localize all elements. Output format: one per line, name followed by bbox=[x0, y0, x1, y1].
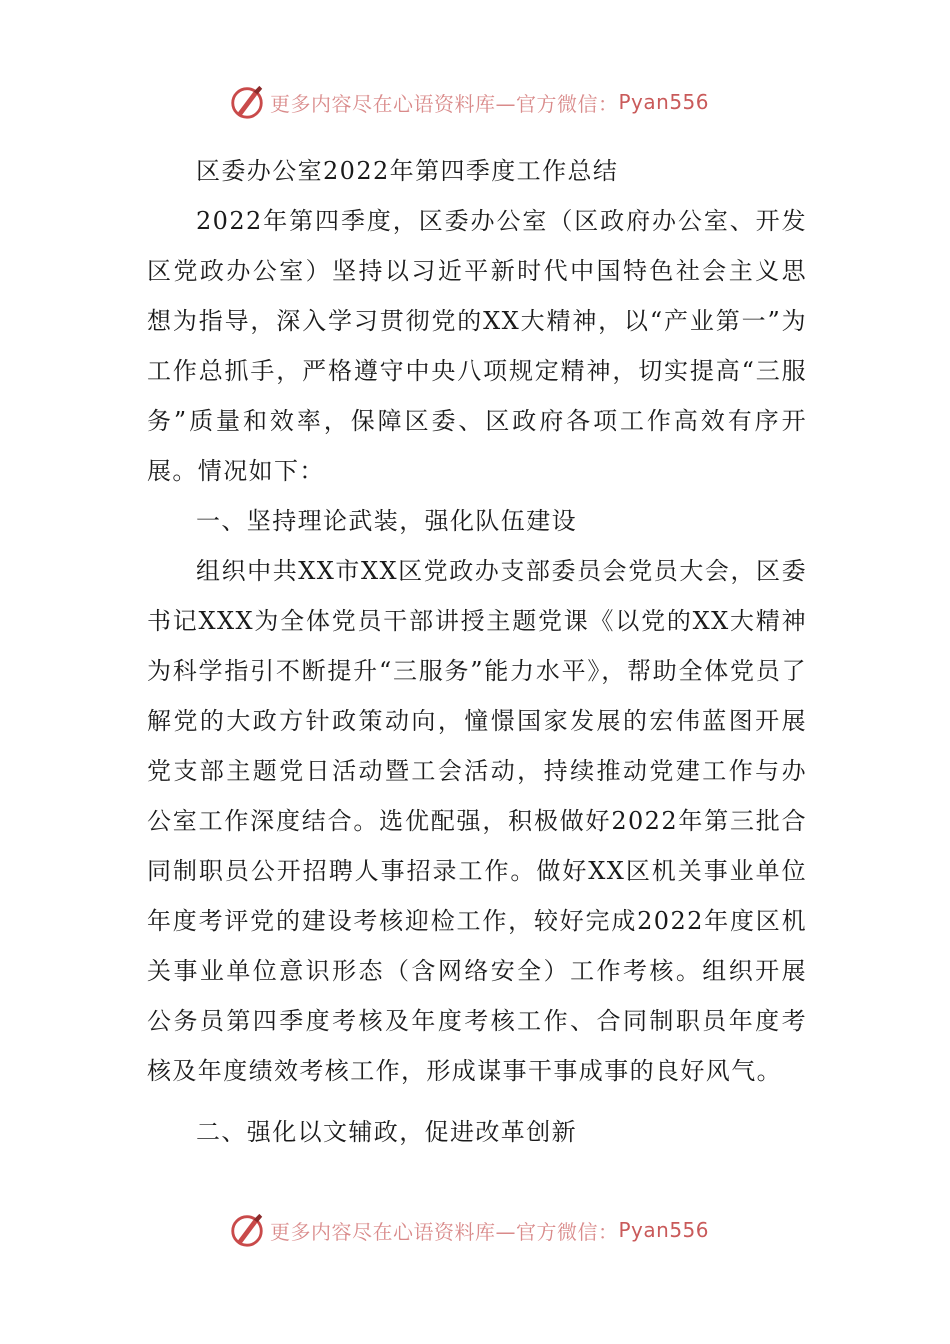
watermark-text: 更多内容尽在心语资料库—官方微信： bbox=[270, 1219, 619, 1244]
watermark-banner-bottom bbox=[228, 1210, 748, 1250]
document-body bbox=[147, 146, 807, 1157]
watermark-wechat-id: Pyan556 bbox=[618, 1218, 710, 1242]
intro-paragraph: 2022年第四季度，区委办公室（区政府办公室、开发区党政办公室）坚持以习近平新时代中国特色社会主义思想为指导，深入学习贯彻党的XX大精神，以“产业第一”为工作总抓手，严格遵守中央八项规定精神，切实提高“三服务”质量和效率，保障区委、区政府各项工作高效有序开展。情况如下： bbox=[147, 207, 807, 485]
section-2-heading: 二、强化以文辅政，促进改革创新 bbox=[196, 1118, 577, 1146]
section-1-heading: 一、坚持理论武装，强化队伍建设 bbox=[196, 507, 577, 535]
section-1-paragraph: 组织中共XX市XX区党政办支部委员会党员大会，区委书记XXX为全体党员干部讲授主题党课《以党的XX大精神为科学指引不断提升“三服务”能力水平》，帮助全体党员了解党的大政方针政策动向，憧憬国家发展的宏伟蓝图开展党支部主题党日活动暨工会活动，持续推动党建工作与办公室工作深度结合。选优配强，积极做好2022年第三批合同制职员公开招聘人事招录工作。做好XX区机关事业单位年度考评党的建设考核迎检工作，较好完成2022年度区机关事业单位意识形态（含网络安全）工作考核。组织开展公务员第四季度考核及年度考核工作、合同制职员年度考核及年度绩效考核工作，形成谋事干事成事的良好风气。 bbox=[147, 557, 807, 1085]
watermark-wechat-id: Pyan556 bbox=[618, 90, 710, 114]
document-title: 区委办公室2022年第四季度工作总结 bbox=[196, 157, 619, 185]
watermark-banner-top bbox=[228, 82, 748, 122]
pen-circle-logo-icon bbox=[228, 1211, 266, 1249]
pen-circle-logo-icon bbox=[228, 83, 266, 121]
watermark-text: 更多内容尽在心语资料库—官方微信： bbox=[270, 91, 619, 116]
